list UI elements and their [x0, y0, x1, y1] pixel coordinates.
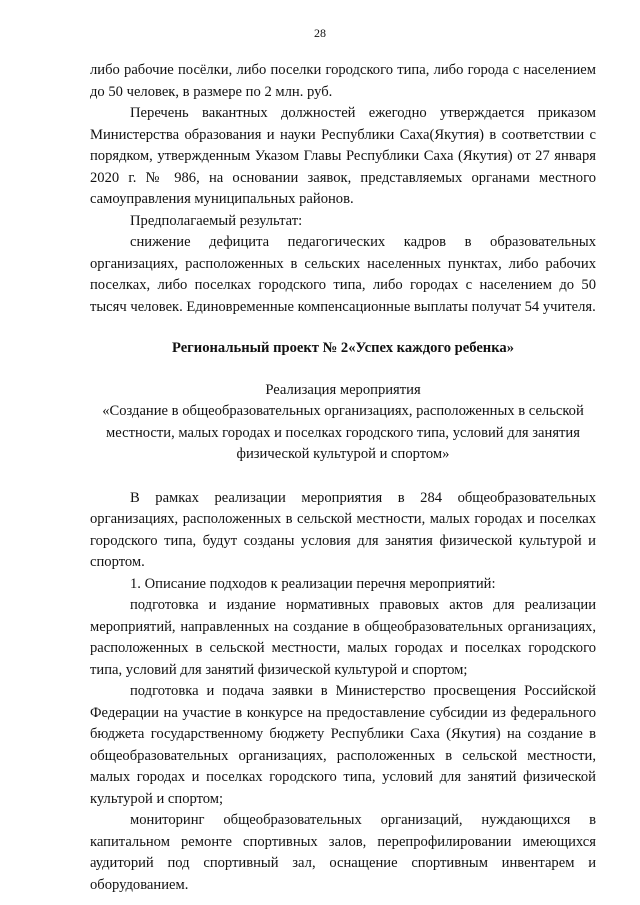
- document-body: [90, 60, 596, 896]
- paragraph-approach-application: подготовка и подача заявки в Министерство просвещения Российской Федерации на участие в конкурсе на предоставление субсидии из федерального бюджета государственному бюджету Республики Саха (Якутия) на создание в общеобразовательных организациях, расположенных в сельской местности, малых городах и поселках городского типа, условий для занятий физической культурой и спортом;: [90, 683, 596, 807]
- paragraph-expected-result: снижение дефицита педагогических кадров в образовательных организациях, расположенных в сельских населенных пунктах, либо рабочих поселках, либо поселках городского типа, либо городах с населением до 50 тысяч человек. Единовременные компенсационные выплаты получат 54 учителя.: [90, 234, 596, 315]
- paragraph-expected-result-label: Предполагаемый результат:: [130, 212, 303, 229]
- page-number: 28: [314, 26, 326, 40]
- paragraph-approach-legal-acts: подготовка и издание нормативных правовых актов для реализации мероприятий, направленных на создание в общеобразовательных организациях, расположенных в сельской местности, малых городах и поселках городского типа, условий для занятий физической культурой и спортом;: [90, 597, 596, 678]
- subheading-implementation: Реализация мероприятия: [265, 381, 421, 398]
- paragraph-continuation: либо рабочие посёлки, либо поселки городского типа, либо города с населением до 50 человек, в размере по 2 млн. руб.: [90, 62, 596, 100]
- subheading-event-title: «Создание в общеобразовательных организациях, расположенных в сельской местности, малых городах и поселках городского типа, условий для занятия физической культурой и спортом»: [102, 403, 584, 462]
- paragraph-vacancy-list: Перечень вакантных должностей ежегодно утверждается приказом Министерства образования и науки Республики Саха(Якутия) в соответствии с порядком, утвержденным Указом Главы Республики Саха (Якутия) от 27 января 2020 г. № 986, на основании заявок, представляемых органами местного самоуправления муниципальных районов.: [90, 105, 596, 207]
- paragraph-approaches-label: 1. Описание подходов к реализации перечня мероприятий:: [130, 575, 496, 592]
- section-heading: Региональный проект № 2«Успех каждого ребенка»: [171, 340, 515, 356]
- paragraph-approach-monitoring: мониторинг общеобразовательных организаций, нуждающихся в капитальном ремонте спортивных залов, перепрофилировании имеющихся аудиторий под спортивный зал, оснащение спортивным инвентарем и оборудованием.: [90, 812, 596, 893]
- paragraph-framework: В рамках реализации мероприятия в 284 общеобразовательных организациях, расположенных в сельской местности, малых городах и поселках городского типа, будут созданы условия для занятия физической культурой и спортом.: [90, 489, 596, 570]
- spacer: [90, 466, 596, 488]
